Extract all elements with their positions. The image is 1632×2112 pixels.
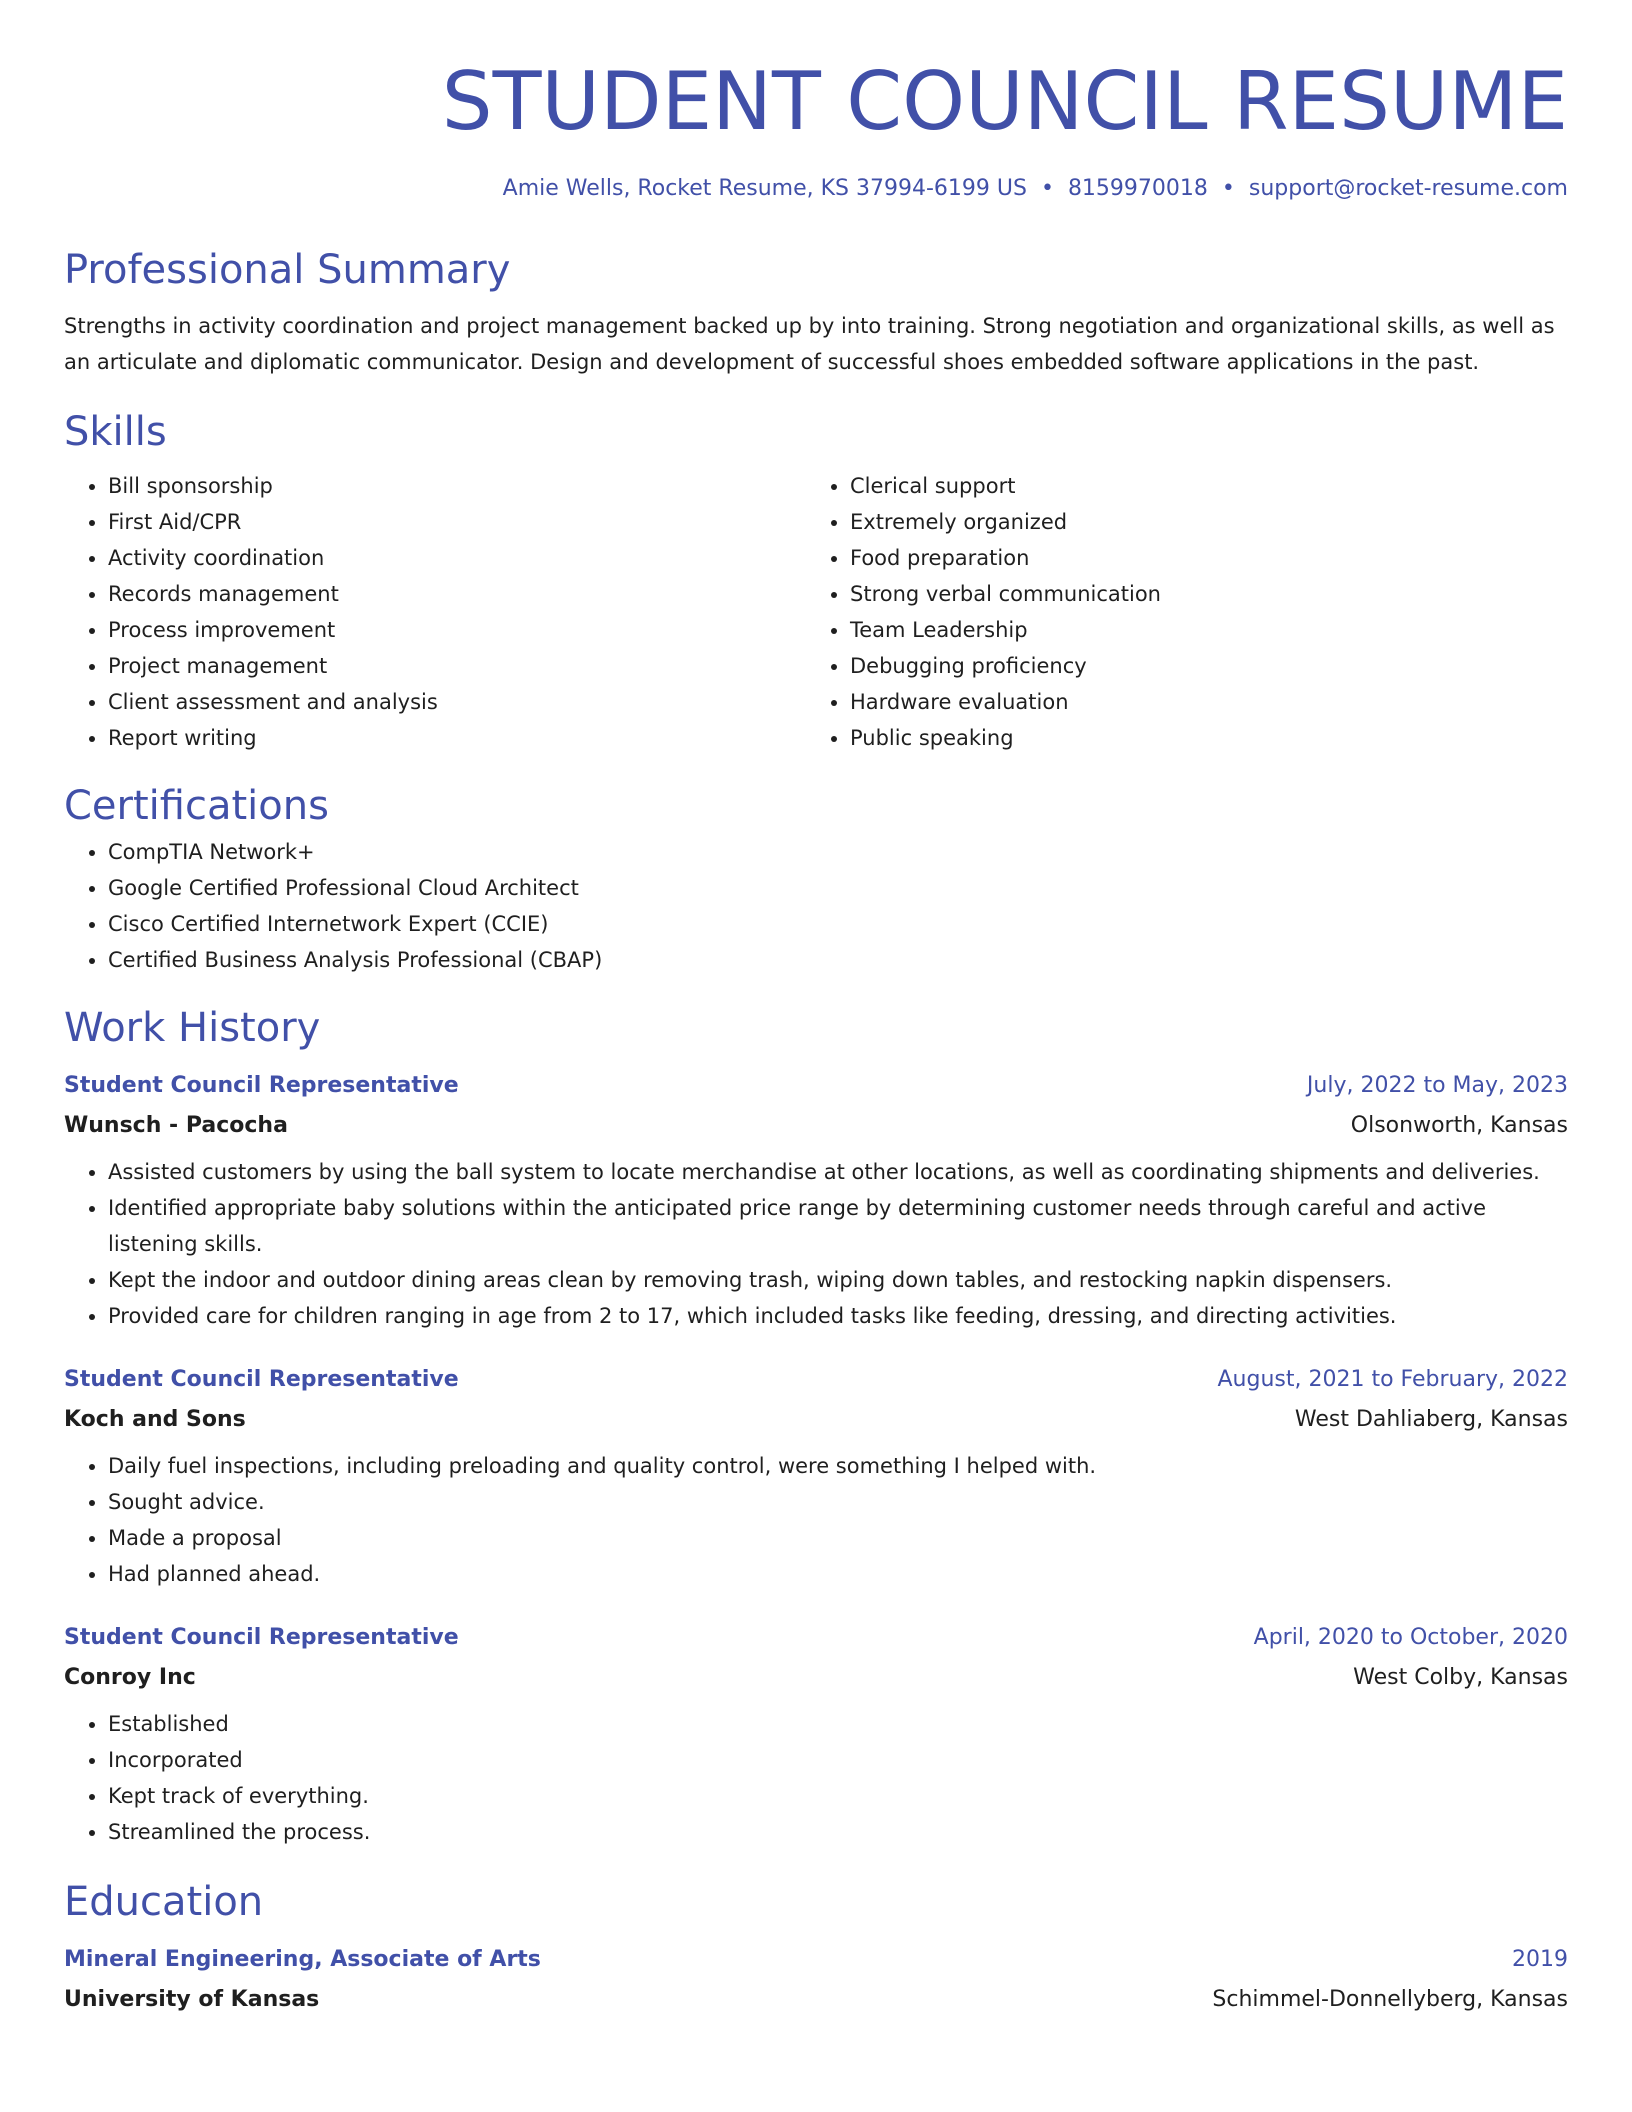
education-header-row xyxy=(64,1940,1568,1980)
skill-item: • Food preparation xyxy=(850,540,1548,576)
job-bullet: • Provided care for children ranging in age from 2 to 17, which included tasks like feeding, dressing, and directing activities. xyxy=(108,1298,1568,1334)
job-bullet: • Identified appropriate baby solutions within the anticipated price range by determining customer needs through careful and active listening skills. xyxy=(108,1190,1568,1262)
skills-grid xyxy=(64,468,1568,756)
contact-separator: • xyxy=(1221,176,1235,201)
job-dates: April, 2020 to October, 2020 xyxy=(1253,1625,1568,1650)
skill-item: • Project management xyxy=(108,648,806,684)
job-location: West Dahliaberg, Kansas xyxy=(1294,1407,1568,1432)
skill-item: • Clerical support xyxy=(850,468,1548,504)
summary-text: Strengths in activity coordination and project management backed up by into training. Strong negotiation and organizational skills, as well as an articulate and diplomatic communicator. Design and development of successful shoes embedded software applications in the past. xyxy=(64,314,1555,374)
contact-email: support@rocket-resume.com xyxy=(1248,176,1568,201)
job-header-row xyxy=(64,1618,1568,1658)
education-school-row xyxy=(64,1980,1568,2020)
job-bullet: • Streamlined the process. xyxy=(108,1814,1568,1850)
certification-item: • Google Certified Professional Cloud Architect xyxy=(108,870,1568,906)
job-bullet: • Incorporated xyxy=(108,1742,1568,1778)
skills-column-right xyxy=(806,468,1548,756)
job-title: Student Council Representative xyxy=(64,1625,459,1650)
education-year: 2019 xyxy=(1512,1947,1568,1972)
education-location: Schimmel-Donnellyberg, Kansas xyxy=(1212,1987,1568,2012)
education-degree: Mineral Engineering, Associate of Arts xyxy=(64,1947,541,1972)
skill-item: • Activity coordination xyxy=(108,540,806,576)
job-bullet: • Established xyxy=(108,1706,1568,1742)
skill-item: • Report writing xyxy=(108,720,806,756)
summary-heading: Professional Summary xyxy=(64,247,511,293)
contact-separator: • xyxy=(1040,176,1054,201)
skill-item: • Public speaking xyxy=(850,720,1548,756)
skill-item: • Bill sponsorship xyxy=(108,468,806,504)
contact-line xyxy=(64,172,1568,206)
skill-item: • Client assessment and analysis xyxy=(108,684,806,720)
education-school: University of Kansas xyxy=(64,1987,320,2012)
job-bullet: • Made a proposal xyxy=(108,1520,1568,1556)
certification-item: • CompTIA Network+ xyxy=(108,834,1568,870)
job-entry xyxy=(64,1066,1568,1334)
education-heading: Education xyxy=(64,1879,264,1925)
job-bullet: • Sought advice. xyxy=(108,1484,1568,1520)
skill-item: • Strong verbal communication xyxy=(850,576,1548,612)
job-header-row xyxy=(64,1360,1568,1400)
certifications-list xyxy=(64,834,1568,978)
skills-heading: Skills xyxy=(64,409,167,455)
job-bullets xyxy=(64,1154,1568,1334)
job-bullet: • Had planned ahead. xyxy=(108,1556,1568,1592)
job-company-row xyxy=(64,1658,1568,1698)
job-title: Student Council Representative xyxy=(64,1073,459,1098)
job-company: Conroy Inc xyxy=(64,1665,196,1690)
job-location: Olsonworth, Kansas xyxy=(1350,1113,1568,1138)
job-entry xyxy=(64,1618,1568,1850)
skill-item: • Debugging proficiency xyxy=(850,648,1548,684)
job-company-row xyxy=(64,1106,1568,1146)
skills-list-right xyxy=(806,468,1548,756)
job-bullets xyxy=(64,1706,1568,1850)
skill-item: • Hardware evaluation xyxy=(850,684,1548,720)
certification-item: • Cisco Certified Internetwork Expert (CCIE) xyxy=(108,906,1568,942)
job-company: Koch and Sons xyxy=(64,1407,246,1432)
education-entry xyxy=(64,1940,1568,2020)
skills-column-left xyxy=(64,468,806,756)
job-bullet: • Assisted customers by using the ball system to locate merchandise at other locations, as well as coordinating shipments and deliveries. xyxy=(108,1154,1568,1190)
skill-item: • Extremely organized xyxy=(850,504,1548,540)
job-bullets xyxy=(64,1448,1568,1592)
job-title: Student Council Representative xyxy=(64,1367,459,1392)
job-dates: August, 2021 to February, 2022 xyxy=(1217,1367,1568,1392)
job-bullet: • Kept track of everything. xyxy=(108,1778,1568,1814)
job-dates: July, 2022 to May, 2023 xyxy=(1306,1073,1568,1098)
skill-item: • Records management xyxy=(108,576,806,612)
skills-list-left xyxy=(64,468,806,756)
job-bullet: • Daily fuel inspections, including preloading and quality control, were something I helped with. xyxy=(108,1448,1568,1484)
resume-title: STUDENT COUNCIL RESUME xyxy=(441,55,1568,148)
skill-item: • Team Leadership xyxy=(850,612,1548,648)
work-history-heading: Work History xyxy=(64,1005,321,1051)
job-company-row xyxy=(64,1400,1568,1440)
skill-item: • First Aid/CPR xyxy=(108,504,806,540)
job-location: West Colby, Kansas xyxy=(1353,1665,1568,1690)
contact-phone: 8159970018 xyxy=(1067,176,1208,201)
job-bullet: • Kept the indoor and outdoor dining areas clean by removing trash, wiping down tables, and restocking napkin dispensers. xyxy=(108,1262,1568,1298)
skill-item: • Process improvement xyxy=(108,612,806,648)
job-header-row xyxy=(64,1066,1568,1106)
certifications-heading: Certifications xyxy=(64,783,329,829)
resume-page xyxy=(64,0,1568,2020)
job-company: Wunsch - Pacocha xyxy=(64,1113,288,1138)
job-entry xyxy=(64,1360,1568,1592)
certification-item: • Certified Business Analysis Professional (CBAP) xyxy=(108,942,1568,978)
contact-address: Amie Wells, Rocket Resume, KS 37994-6199 US xyxy=(502,176,1027,201)
